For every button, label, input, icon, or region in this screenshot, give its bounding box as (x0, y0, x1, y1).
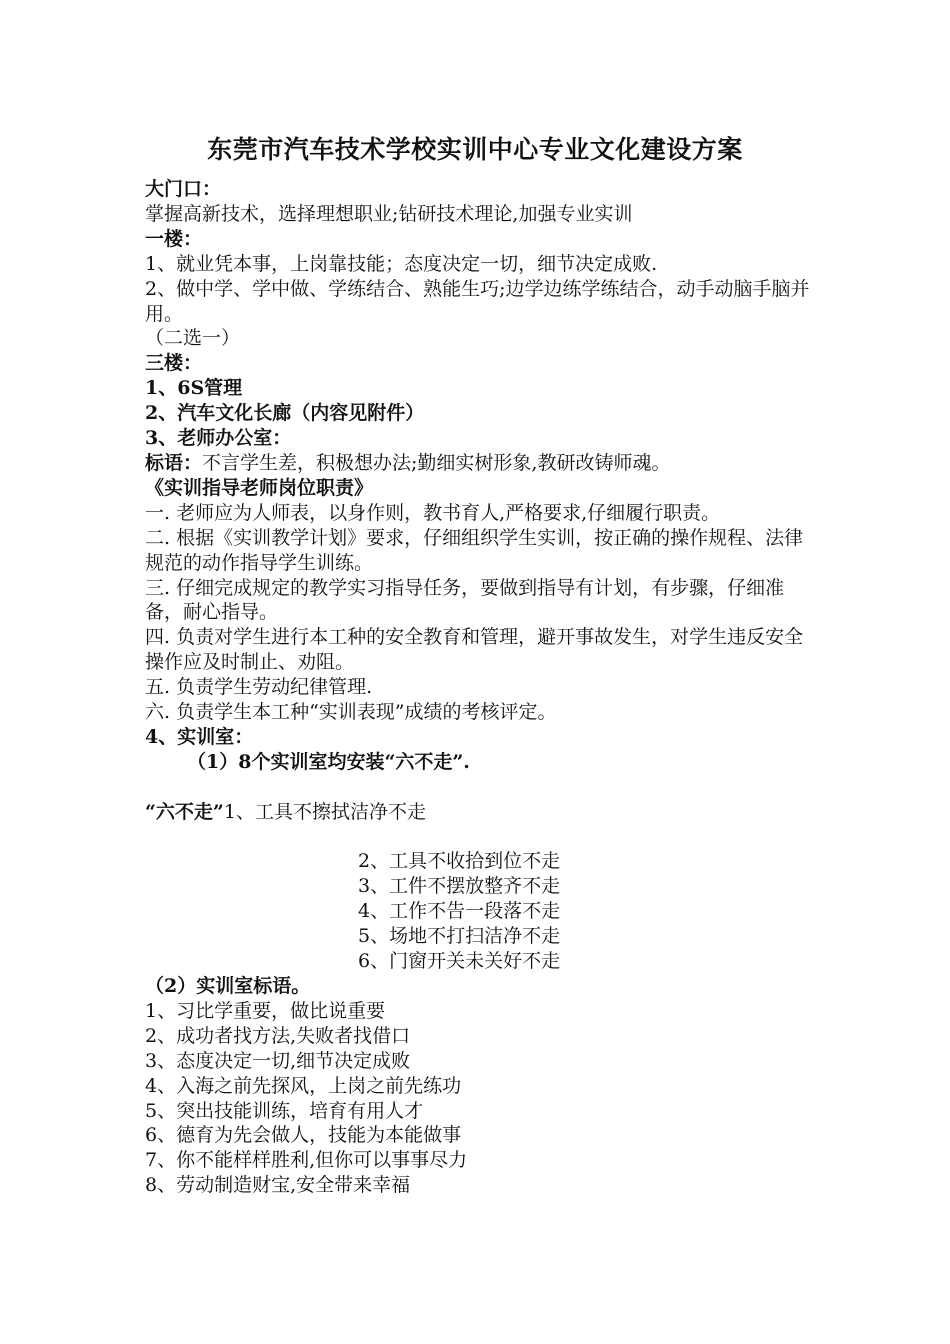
floor1-item: 2、做中学、学中做、学练结合、熟能生巧;边学边练学练结合，动手动脑手脑并用。 (145, 277, 810, 325)
floor3-item: 3、老师办公室： (145, 427, 292, 450)
six-rule-item: 6、门窗开关未关好不走 (358, 950, 561, 973)
training-sub2: （2）实训室标语。 (145, 974, 311, 997)
six-rule-item: 2、工具不收拾到位不走 (358, 850, 561, 873)
training-sub1: （1）8个实训室均安装“六不走”. (187, 750, 470, 773)
slogan-label: 标语： (145, 451, 203, 474)
gate-text: 掌握高新技术，选择理想职业;钻研技术理论,加强专业实训 (145, 202, 633, 225)
training-slogan: 2、成功者找方法,失败者找借口 (145, 1024, 411, 1047)
training-slogan: 8、劳动制造财宝,安全带来幸福 (145, 1174, 411, 1197)
training-slogan: 4、入海之前先探风，上岗之前先练功 (145, 1074, 462, 1097)
document-body (145, 177, 820, 1198)
training-heading: 4、实训室： (145, 725, 254, 748)
training-slogan: 1、习比学重要，做比说重要 (145, 999, 386, 1022)
duty-item: 二. 根据《实训教学计划》要求，仔细组织学生实训，按正确的操作规程、法律规范的动作指导学生训练。 (145, 526, 804, 574)
training-slogan: 5、突出技能训练，培育有用人才 (145, 1099, 424, 1122)
training-slogan: 3、态度决定一切,细节决定成败 (145, 1049, 411, 1072)
floor3-item: 1、6S管理 (145, 377, 243, 400)
floor1-note: （二选一） (145, 327, 241, 350)
six-rule-item: 4、工作不告一段落不走 (358, 900, 561, 923)
duty-item: 四. 负责对学生进行本工种的安全教育和管理，避开事故发生，对学生违反安全操作应及时制止、劝阻。 (145, 626, 804, 674)
six-rules-label: “六不走” (145, 800, 224, 823)
six-rules-list (145, 849, 820, 974)
duty-item: 五. 负责学生劳动纪律管理. (145, 676, 373, 699)
floor3-heading: 三楼： (145, 352, 203, 375)
floor3-slogan (145, 451, 820, 476)
duty-item: 一. 老师应为人师表，以身作则，教书育人,严格要求,仔细履行职责。 (145, 501, 721, 524)
slogan-text: 不言学生差，积极想办法;勤细实树形象,教研改铸师魂。 (202, 451, 671, 474)
duty-item: 六. 负责学生本工种“实训表现”成绩的考核评定。 (145, 701, 557, 724)
floor1-heading: 一楼： (145, 227, 203, 250)
six-rule-item: 3、工件不摆放整齐不走 (358, 875, 561, 898)
duty-item: 三. 仔细完成规定的教学实习指导任务，要做到指导有计划，有步骤，仔细准备，耐心指导。 (145, 576, 785, 624)
training-slogan: 7、你不能样样胜利,但你可以事事尽力 (145, 1149, 468, 1172)
six-rules-first (145, 800, 820, 825)
six-rule-item: 5、场地不打扫洁净不走 (358, 925, 561, 948)
floor3-item: 2、汽车文化长廊（内容见附件） (145, 402, 425, 425)
six-rule-item: 1、工具不擦拭洁净不走 (223, 800, 426, 823)
duties-heading: 《实训指导老师岗位职责》 (145, 476, 374, 499)
document-title: 东莞市汽车技术学校实训中心专业文化建设方案 (207, 135, 743, 164)
training-slogan: 6、德育为先会做人，技能为本能做事 (145, 1124, 462, 1147)
floor1-item: 1、就业凭本事，上岗靠技能；态度决定一切，细节决定成败. (145, 252, 658, 275)
gate-heading: 大门口： (145, 178, 222, 200)
